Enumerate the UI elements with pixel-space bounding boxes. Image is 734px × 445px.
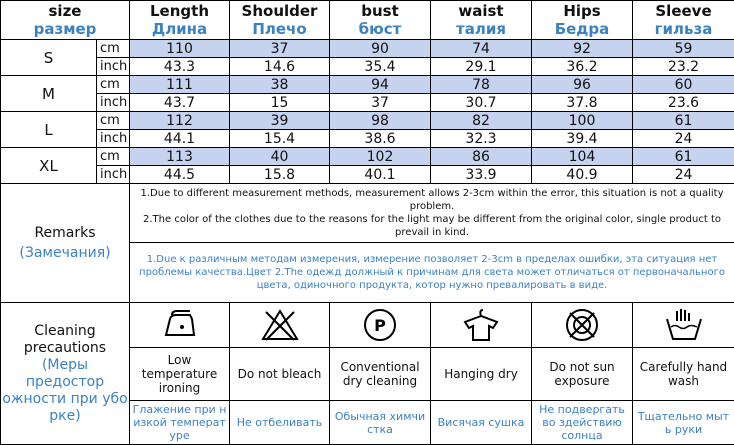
table-cell: 38 <box>230 76 330 94</box>
table-cell: 98 <box>330 112 431 130</box>
table-cell: 102 <box>330 148 431 166</box>
table-cell: 23.6 <box>633 94 734 112</box>
cleaning-caption-en: Hanging dry <box>431 348 532 401</box>
size-label-xl: XL <box>1 148 97 184</box>
table-cell: 39 <box>230 112 330 130</box>
cleaning-label <box>1 303 130 445</box>
unit-cm: cm <box>97 112 130 130</box>
hanging-dry-icon <box>431 303 532 348</box>
size-l-inch-row <box>1 130 734 148</box>
size-l-cm-row <box>1 112 734 130</box>
size-xl-inch-row <box>1 166 734 184</box>
no-bleach-icon <box>230 303 330 348</box>
header-waist: waist талия <box>431 1 532 40</box>
table-cell: 61 <box>633 112 734 130</box>
table-cell: 40.9 <box>532 166 633 184</box>
table-cell: 110 <box>130 40 230 58</box>
cleaning-caption-ru: Тщательно мыт ь руки <box>633 401 734 445</box>
cleaning-caption-en: Conventional dry cleaning <box>330 348 431 401</box>
hand-wash-icon <box>633 303 734 348</box>
unit-cm: cm <box>97 148 130 166</box>
cleaning-icons-row <box>1 303 734 348</box>
size-m-cm-row <box>1 76 734 94</box>
header-bust: bust бюст <box>330 1 431 40</box>
table-cell: 38.6 <box>330 130 431 148</box>
cleaning-caption-ru: Висячая сушка <box>431 401 532 445</box>
unit-cm: cm <box>97 40 130 58</box>
size-label-m: M <box>1 76 97 112</box>
unit-inch: inch <box>97 166 130 184</box>
table-cell: 14.6 <box>230 58 330 76</box>
table-cell: 15 <box>230 94 330 112</box>
cleaning-caption-en: Do not sun exposure <box>532 348 633 401</box>
table-cell: 32.3 <box>431 130 532 148</box>
table-cell: 15.8 <box>230 166 330 184</box>
remarks-text-en-2: 2.The color of the clothes due to the reasons for the light may be different from the original color, single product to prevail in kind. <box>138 213 726 239</box>
cleaning-label-en: Cleaning precautions <box>1 323 129 357</box>
table-cell: 61 <box>633 148 734 166</box>
table-cell: 37 <box>230 40 330 58</box>
cleaning-caption-ru: Глажение при н изкой температ уре <box>130 401 230 445</box>
remarks-label-ru: (Замечания) <box>1 243 129 263</box>
size-xl-cm-row <box>1 148 734 166</box>
table-cell: 43.3 <box>130 58 230 76</box>
header-length: Length Длина <box>130 1 230 40</box>
table-cell: 112 <box>130 112 230 130</box>
table-cell: 29.1 <box>431 58 532 76</box>
size-m-inch-row <box>1 94 734 112</box>
table-cell: 15.4 <box>230 130 330 148</box>
no-sun-icon <box>532 303 633 348</box>
cleaning-label-ru: (Меры предостор ожности при убо рке) <box>1 357 129 425</box>
table-cell: 43.7 <box>130 94 230 112</box>
remarks-text-ru: 1.Due к различным методам измерения, измерение позволяет 2-3cm в пределах ошибки, эта ситуация нет проблемы качества.Цвет 2.The одежд должный к причинам для света может отличаться от первоначального цвета, одиночного продукта, котор нужно превалировать в виде. <box>130 243 734 303</box>
remarks-row-en <box>1 184 734 243</box>
table-cell: 44.1 <box>130 130 230 148</box>
table-cell: 37.8 <box>532 94 633 112</box>
table-cell: 37 <box>330 94 431 112</box>
header-size: size размер <box>1 1 130 40</box>
remarks-text-en-1: 1.Due to different measurement methods, measurement allows 2-3cm within the error, this situation is not a quality problem. <box>138 187 726 213</box>
table-cell: 111 <box>130 76 230 94</box>
unit-cm: cm <box>97 76 130 94</box>
table-cell: 40 <box>230 148 330 166</box>
table-cell: 60 <box>633 76 734 94</box>
table-cell: 92 <box>532 40 633 58</box>
table-cell: 24 <box>633 166 734 184</box>
unit-inch: inch <box>97 130 130 148</box>
table-cell: 113 <box>130 148 230 166</box>
table-cell: 82 <box>431 112 532 130</box>
table-cell: 24 <box>633 130 734 148</box>
table-cell: 90 <box>330 40 431 58</box>
size-s-cm-row <box>1 40 734 58</box>
table-cell: 35.4 <box>330 58 431 76</box>
table-cell: 74 <box>431 40 532 58</box>
size-label-l: L <box>1 112 97 148</box>
cleaning-caption-ru: Не подвергать во здействию солнца <box>532 401 633 445</box>
remarks-label-en: Remarks <box>1 223 129 243</box>
svg-text:P: P <box>374 316 386 335</box>
cleaning-caption-en: Low temperature ironing <box>130 348 230 401</box>
table-cell: 94 <box>330 76 431 94</box>
header-hips: Hips Бедра <box>532 1 633 40</box>
table-cell: 59 <box>633 40 734 58</box>
table-cell: 39.4 <box>532 130 633 148</box>
unit-inch: inch <box>97 58 130 76</box>
cleaning-caption-en: Do not bleach <box>230 348 330 401</box>
dry-clean-p-icon <box>330 303 431 348</box>
unit-inch: inch <box>97 94 130 112</box>
table-cell: 44.5 <box>130 166 230 184</box>
table-cell: 33.9 <box>431 166 532 184</box>
cleaning-caption-ru: Не отбеливать <box>230 401 330 445</box>
table-cell: 104 <box>532 148 633 166</box>
table-cell: 100 <box>532 112 633 130</box>
table-cell: 86 <box>431 148 532 166</box>
table-cell: 96 <box>532 76 633 94</box>
table-cell: 23.2 <box>633 58 734 76</box>
remarks-label <box>1 184 130 303</box>
cleaning-caption-ru: Обычная химчи стка <box>330 401 431 445</box>
cleaning-caption-en: Carefully hand wash <box>633 348 734 401</box>
size-label-s: S <box>1 40 97 76</box>
header-row <box>1 1 734 40</box>
iron-low-icon <box>130 303 230 348</box>
header-sleeve: Sleeve гильза <box>633 1 734 40</box>
table-cell: 40.1 <box>330 166 431 184</box>
header-shoulder: Shoulder Плечо <box>230 1 330 40</box>
remarks-text-en <box>130 184 734 243</box>
table-cell: 78 <box>431 76 532 94</box>
table-cell: 30.7 <box>431 94 532 112</box>
size-s-inch-row <box>1 58 734 76</box>
table-cell: 36.2 <box>532 58 633 76</box>
